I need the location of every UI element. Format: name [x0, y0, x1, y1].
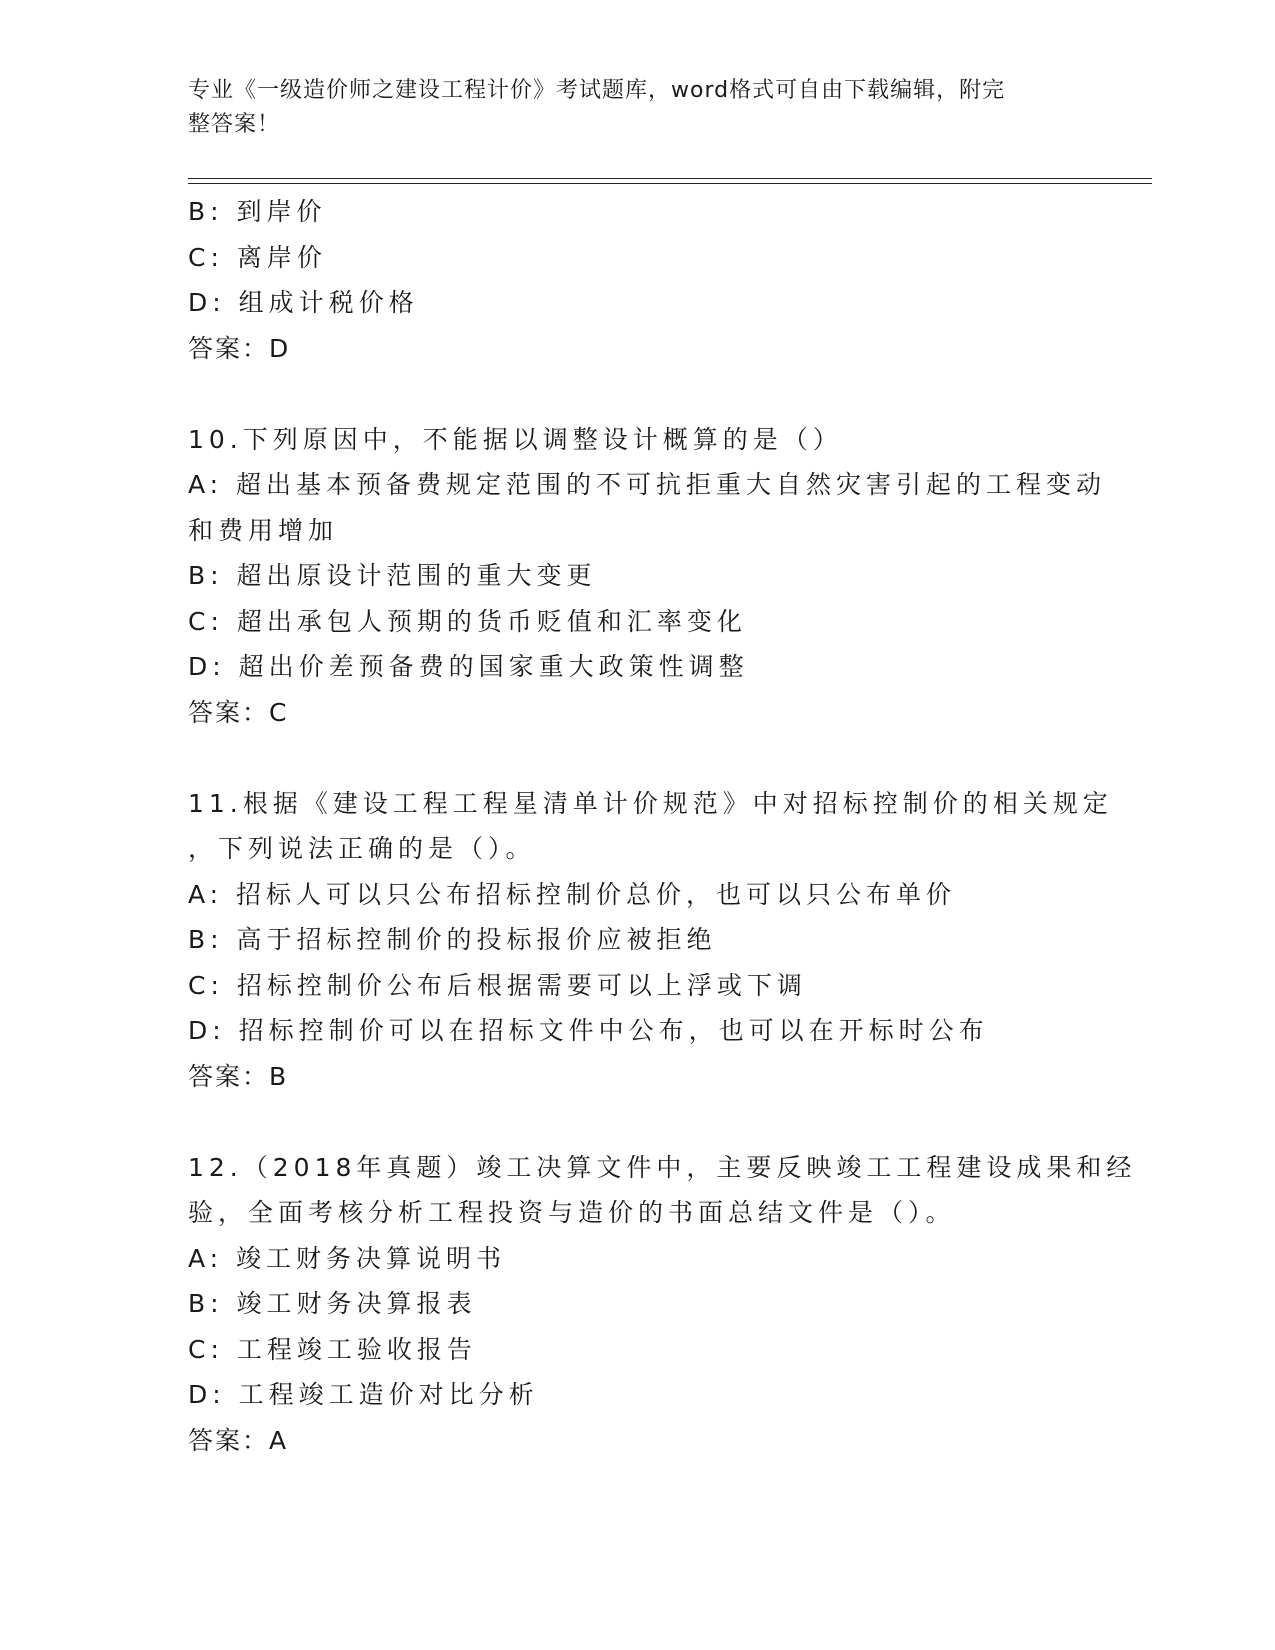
question-text: 10.下列原因中，不能据以调整设计概算的是（）	[188, 424, 843, 454]
option-a-continued: 和费用增加	[188, 515, 339, 545]
option-b: B: 竣工财务决算报表	[188, 1289, 477, 1318]
option-a: A: 超出基本预备费规定范围的不可抗拒重大自然灾害引起的工程变动	[188, 470, 1107, 499]
option-d: D: 工程竣工造价对比分析	[188, 1380, 539, 1409]
header-rule-bottom	[188, 183, 1152, 184]
document-header	[188, 74, 1088, 142]
option-d: D: 招标控制价可以在招标文件中公布，也可以在开标时公布	[188, 1016, 989, 1045]
header-line-2: 整答案！	[188, 112, 281, 137]
option-a: A: 竣工财务决算说明书	[188, 1243, 507, 1273]
question-text-continued: ，下列说法正确的是（）。	[188, 834, 536, 863]
question-gap	[188, 735, 1152, 781]
question-10	[188, 417, 1152, 736]
continued-question	[188, 189, 1152, 371]
answer-line: 答案：D	[188, 333, 291, 363]
option-b: B: 超出原设计范围的重大变更	[188, 561, 597, 590]
question-list	[188, 189, 1152, 1463]
option-b: B: 高于招标控制价的投标报价应被拒绝	[188, 925, 717, 954]
option-b: B: 到岸价	[188, 197, 327, 226]
option-c: C: 工程竣工验收报告	[188, 1334, 477, 1364]
option-a: A: 招标人可以只公布招标控制价总价，也可以只公布单价	[188, 879, 957, 909]
question-text: 11.根据《建设工程工程星清单计价规范》中对招标控制价的相关规定	[188, 788, 1113, 818]
question-text: 12.（2018年真题）竣工决算文件中，主要反映竣工工程建设成果和经	[188, 1152, 1137, 1182]
question-text-continued: 验，全面考核分析工程投资与造价的书面总结文件是（）。	[188, 1198, 956, 1227]
question-gap	[188, 1099, 1152, 1145]
option-c: C: 招标控制价公布后根据需要可以上浮或下调	[188, 970, 807, 1000]
header-line-1: 专业《一级造价师之建设工程计价》考试题库，word格式可自由下载编辑，附完	[188, 78, 1006, 103]
option-d: D: 组成计税价格	[188, 288, 419, 317]
question-gap	[188, 371, 1152, 417]
answer-line: 答案：A	[188, 1425, 289, 1455]
option-d: D: 超出价差预备费的国家重大政策性调整	[188, 652, 749, 681]
answer-line: 答案：C	[188, 697, 289, 727]
option-c: C: 离岸价	[188, 242, 327, 272]
option-c: C: 超出承包人预期的货币贬值和汇率变化	[188, 606, 747, 636]
question-11	[188, 781, 1152, 1100]
header-rule-top	[188, 178, 1152, 179]
answer-line: 答案：B	[188, 1061, 289, 1091]
question-12	[188, 1145, 1152, 1464]
